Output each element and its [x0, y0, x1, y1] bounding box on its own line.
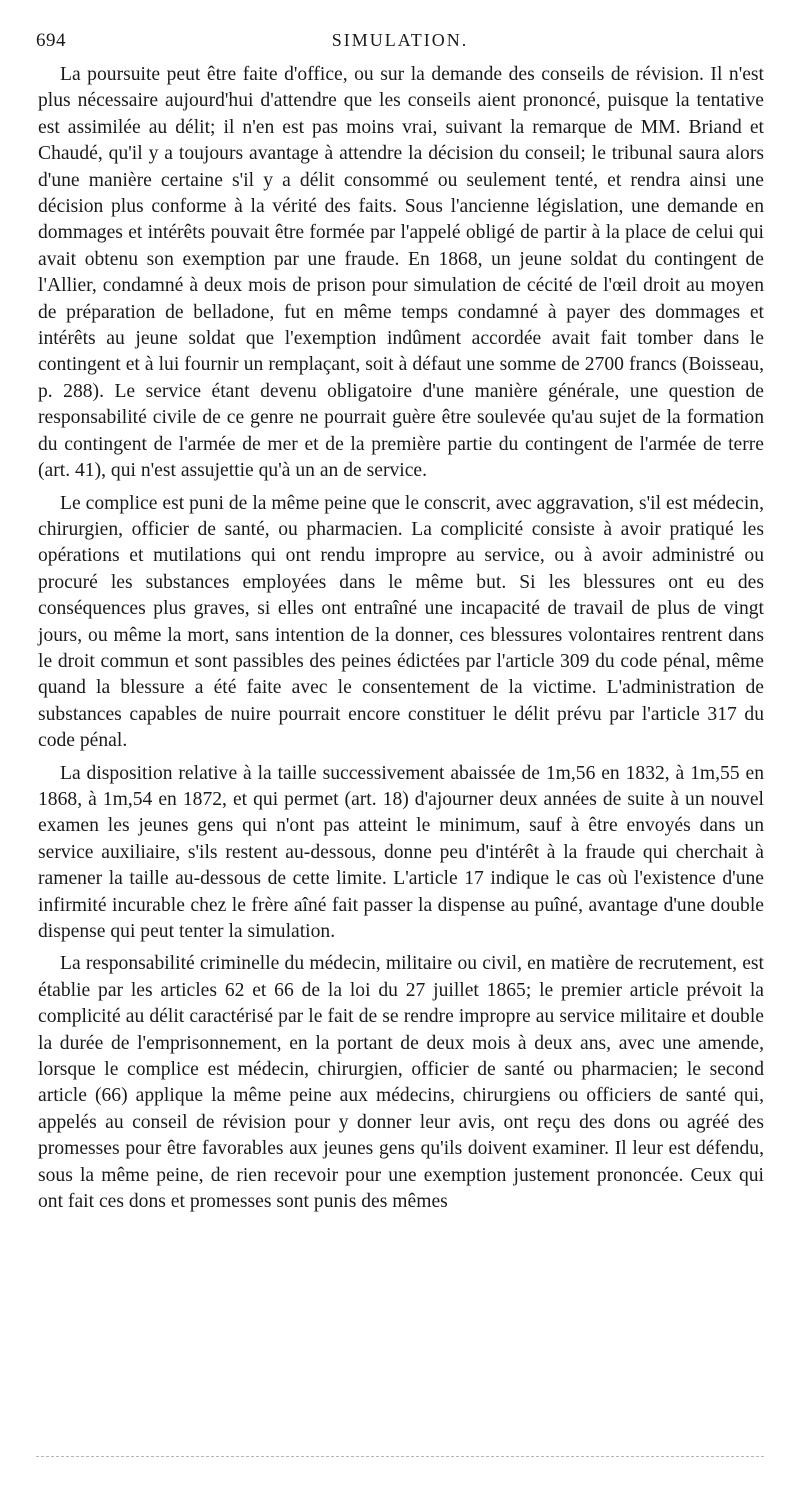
paragraph-height-rule: La disposition relative à la taille successivement abaissée de 1m,56 en 1832, à 1m,55 en 1868, à 1m,54 en 1872, et qui permet (art. 18) d'ajourner deux années de suite à un nouvel examen les jeunes gens qui n'ont pas atteint le minimum, sauf à être envoyés dans un service auxiliaire, s'ils restent au-dessous, donne peu d'intérêt à la fraude qui cherchait à ramener la taille au-dessous de cette limite. L'article 17 indique le cas où l'existence d'une infirmité incurable chez le frère aîné fait passer la dispense au puîné, avantage d'une double dispense qui peut tenter la simulation.	[38, 762, 764, 942]
running-title: SIMULATION.	[331, 30, 469, 50]
page-number: 694	[36, 30, 66, 51]
bottom-divider	[36, 1456, 764, 1457]
running-head	[36, 30, 764, 58]
paragraph-prosecution: La poursuite peut être faite d'office, ou sur la demande des conseils de révision. Il n'est plus nécessaire aujourd'hui d'attendre que les conseils aient prononcé, puisque la tentative est assimilée au délit; il n'en est pas moins vrai, suivant la remarque de MM. Briand et Chaudé, qu'il y a toujours avantage à attendre la décision du conseil; le tribunal saura alors d'une manière certaine s'il y a délit consommé ou seulement tenté, et rendra ainsi une décision plus conforme à la vérité des faits. Sous l'ancienne législation, une demande en dommages et intérêts pouvait être formée par l'appelé obligé de partir à la place de celui qui avait obtenu son exemption par une fraude. En 1868, un jeune soldat du contingent de l'Allier, condamné à deux mois de prison pour simulation de cécité de l'œil droit au moyen de préparation de belladone, fut en même temps condamné à payer des dommages et intérêts au jeune soldat que l'exemption indûment accordée avait fait tomber dans le contingent et à lui fournir un remplaçant, soit à défaut une somme de 2700 francs (Boisseau, p. 288). Le service étant devenu obligatoire d'une manière générale, une question de responsabilité civile de ce genre ne pourrait guère être soulevée qu'au sujet de la formation du contingent de l'armée de mer et de la première partie du contingent de l'armée de terre (art. 41), qui n'est assujettie qu'à un an de service.	[38, 64, 764, 482]
paragraph-accomplice: Le complice est puni de la même peine que le conscrit, avec aggravation, s'il est médecin, chirurgien, officier de santé, ou pharmacien. La complicité consiste à avoir pratiqué les opérations et mutilations qui ont rendu impropre au service, ou à avoir administré ou procuré les substances employées dans le même but. Si les blessures ont eu des conséquences plus graves, si elles ont entraîné une incapacité de travail de plus de vingt jours, ou même la mort, sans intention de la donner, ces blessures volontaires rentrent dans le droit commun et sont passibles des peines édictées par l'article 309 du code pénal, même quand la blessure a été faite avec le consentement de la victime. L'administration de substances capables de nuire pourrait encore constituer le délit prévu par l'article 317 du code pénal.	[38, 492, 764, 752]
body-text	[38, 62, 764, 1221]
paragraph-doctor-liability: La responsabilité criminelle du médecin, militaire ou civil, en matière de recrutement, est établie par les articles 62 et 66 de la loi du 27 juillet 1865; le premier article prévoit la complicité au délit caractérisé par le fait de se rendre impropre au service militaire et double la durée de l'emprisonnement, en la portant de deux mois à deux ans, avec une amende, lorsque le complice est médecin, chirurgien, officier de santé ou pharmacien; le second article (66) applique la même peine aux médecins, chirurgiens ou officiers de santé qui, appelés au conseil de révision pour y donner leur avis, ont reçu des dons ou agréé des promesses pour être favorables aux jeunes gens qu'ils doivent examiner. Il leur est défendu, sous la même peine, de rien recevoir pour une exemption justement prononcée. Ceux qui ont fait ces dons et promesses sont punis des mêmes	[38, 953, 764, 1213]
